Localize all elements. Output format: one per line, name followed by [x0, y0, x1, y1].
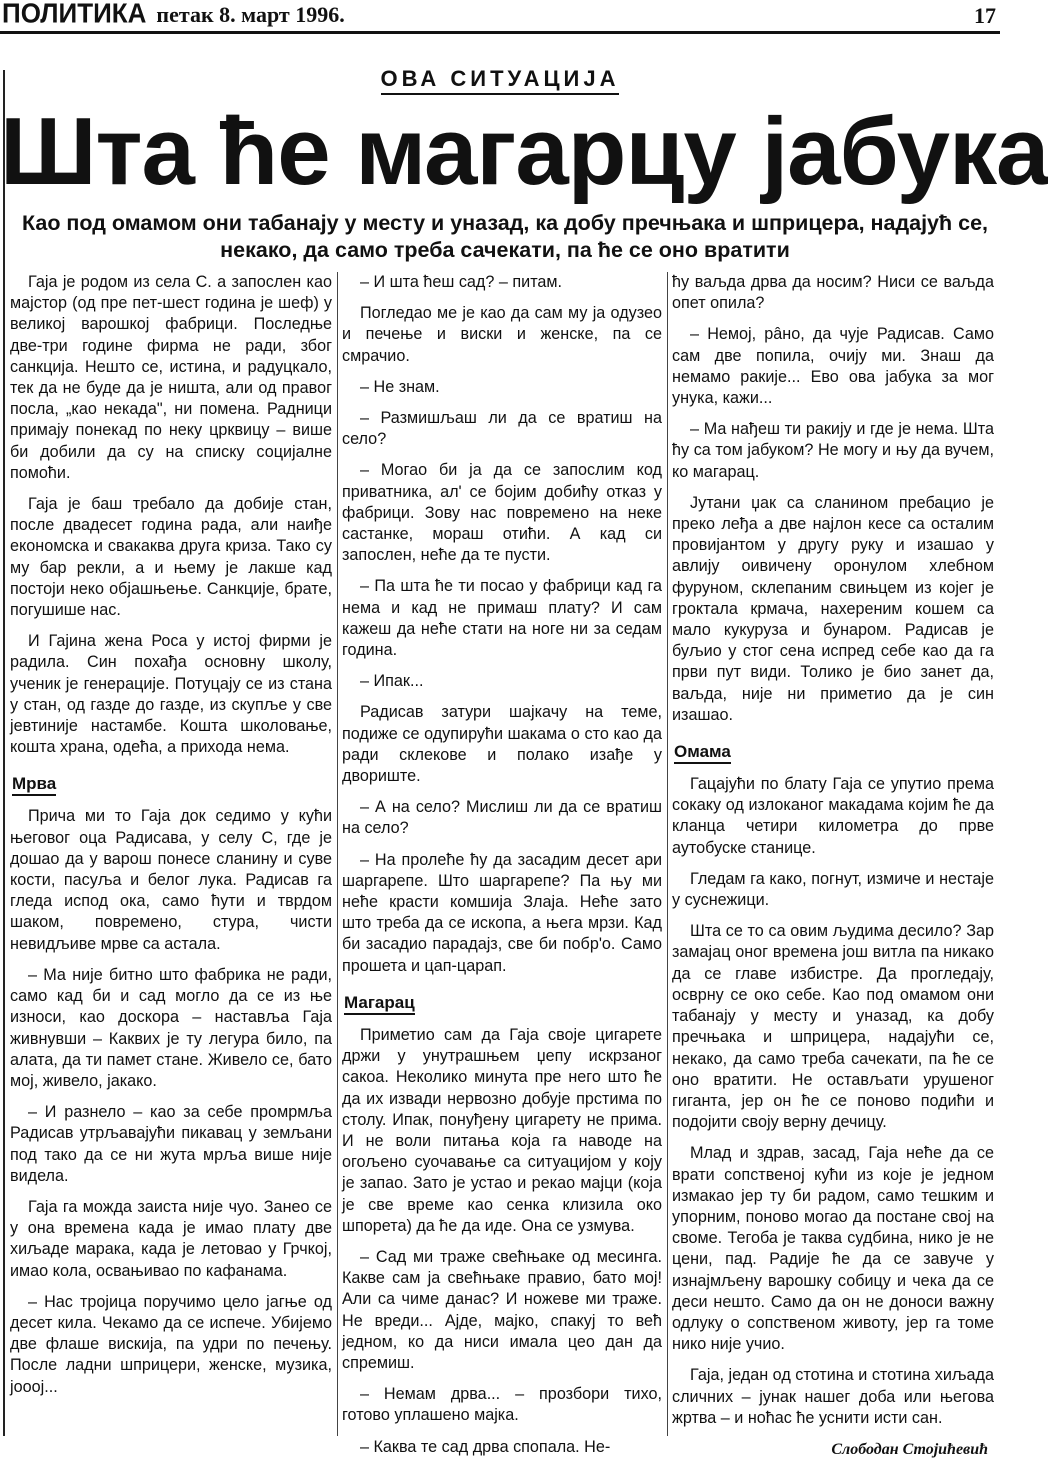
paragraph: Шта се то са овим људима десило? Зар замајац оног времена још витла па никако да се главе избистре. Да прогледају, осврну се око себе. Као под омамом они табанају у месту и уназад, ка добу пречњака и шприцера, надајући се, некако, да само треба сачекати, па ће се оно вратити. Не остављати урушеног гиганта, јер он ће се поново подићи и подојити своју верну дечицу.: [672, 922, 994, 1132]
paragraph: Гацајући по блату Гаја се упутио према сокаку од излоканог макадама којим ће да кланца четири километра до прве аутобуске станице.: [672, 775, 994, 857]
paragraph: – И разнело – као за себе промрмља Радисав утрљавајући пикавац у земљани под тако да се ни жута мрља више није видела.: [10, 1103, 332, 1185]
section-heading-mrva: Мрва: [12, 774, 56, 796]
paragraph: – Па шта ће ти посао у фабрици кад га нема и кад не примаш плату? И сам кажеш да неће стати на ноге ни за седам година.: [342, 577, 662, 660]
paragraph: – Не знам.: [360, 377, 440, 396]
paragraph: – Нас тројица поручимо цело јагње од десет кила. Чекамо да се испече. Убијемо две флаше вискија, па удри по печењу. После ладни шприцери, женске, музика, јоооj...: [10, 1292, 332, 1396]
page-number: 17: [974, 3, 996, 28]
column-2: [342, 272, 662, 1456]
paragraph: – Ипак...: [360, 672, 424, 691]
paragraph: Радисав затури шајкачу на теме, подиже се одупирући шакама о сто као да ради склекове и полако изађе у двориште.: [342, 703, 662, 786]
newspaper-name: ПОЛИТИКА: [2, 0, 147, 29]
paragraph: – Ма нађеш ти ракију и где је нема. Шта ћу са том јабуком? Не могу и њу да вучем, ко магарац.: [672, 420, 994, 481]
paragraph: Гаја је баш требало да добије стан, после двадесет година рада, али наиђе економска и свакаква друга криза. Тако су му бар рекли, а и њему је лакше кад постоји неко објашњење. Санкције, брате, погушише нас.: [10, 495, 332, 620]
article-body: [0, 272, 1000, 1458]
column-divider: [667, 272, 668, 1436]
paragraph: – Немој, рâно, да чује Радисав. Само сам две попила, очију ми. Знаш да немамо ракије... Ево ова јабука за мог унука, кажи...: [672, 325, 994, 408]
paragraph: – Размишљаш ли да се вратиш на село?: [342, 409, 662, 449]
article-headline: Шта ће магарцу јабука: [0, 98, 1048, 205]
paragraph: Гледам га како, погнут, измиче и нестаје у суснежици.: [672, 869, 994, 910]
paragraph: – Могао би ја да се запослим код приватника, ал' се бојим добићу отказ у фабрици. Зову нас повремено на неке састанке, мораш отићи. А кад си запослен, неће да те пусти.: [342, 461, 662, 565]
paragraph: – Ма није битно што фабрика не ради, само кад би и сад могло да се из ње износи, као доскора – наставља Гаја живнувши – Каквих је ту легура било, па алата, да ти памет стане. Живело се, бато мој, живело, јакако.: [10, 965, 332, 1090]
paragraph: – Немам дрва... – прозбори тихо, готово уплашено мајка.: [342, 1385, 662, 1425]
column-3: [672, 272, 994, 1458]
section-heading-omama: Омама: [674, 742, 731, 764]
kicker-text: ОВА СИТУАЦИЈА: [381, 66, 620, 95]
paragraph: Прича ми то Гаја док седимо у кући његовог оца Радисава, у селу С, где је дошао да у варош понесе сланину и суве кости, пасуља и белог лука. Радисав га гледа испод ока, само ћути и тврдом шаком, повремено, стура, чисти невидљиве мрве са астала.: [10, 807, 332, 953]
column-1: [10, 272, 332, 1436]
paragraph: – На пролеће ћу да засадим десет ари шаргарепе. Што шаргарепе? Па њу ми неће красти комшија Злаја. Неће зато што треба да се ископа, а њега мрзи. Кад би засадио парадајз, све би побр'о. Само прошета и цап-царап.: [342, 850, 662, 975]
paragraph: Јутани џак са сланином пребацио је преко леђа а две најлон кесе са осталим провијантом у другу руку и изашао у авлију оивичену оронулом хлебном фуруном, склепаним свињцем из којег је гроктала крмача, нахереним кошем са мало кукуруза и бунаром. Радисав је буљио у стог сена испред себе као да га први пут види. Толико је био занет да, ваљда, није ни приметио да је син изашао.: [672, 493, 994, 724]
paragraph: И Гајина жена Роса у истој фирми је радила. Син похађа основну школу, ученик је генерације. Потуцају се из стана у стан, од газде до газде, из скупље у све јевтиније настамбе. Кошта школовање, кошта храна, одећа, а прихода нема.: [10, 632, 332, 757]
page-header: [0, 0, 1000, 34]
paragraph: Погледао ме је као да сам му ја одузео и печење и виски и женске, па се смрачио.: [342, 304, 662, 365]
column-divider: [337, 272, 338, 1436]
masthead: [2, 0, 345, 29]
paragraph: – Сад ми траже свећњаке од месинга. Какве сам ја свећњаке правио, бато мој! Али са чиме данас? И ножеве ми траже. Не вреди... Ајде, мајко, спакуј то већ једном, ко да ниси имала цео дан да спремиш.: [342, 1247, 662, 1372]
issue-date: петак 8. март 1996.: [156, 2, 345, 27]
paragraph: Гаја га можда заиста није чуо. Занео се у она времена када је имао плату две хиљаде марака, када је летовао у Грчкој, имао кола, освањивао по кафанама.: [10, 1197, 332, 1280]
paragraph: – А на село? Мислиш ли да се вратиш на село?: [342, 798, 662, 838]
author-signature: Слободан Стојићевић: [831, 1440, 988, 1458]
paragraph: Млад и здрав, засад, Гаја неће да се врати сопственој кући из које је једном измакао јер ту би радом, само тешким и упорним, поново могао да постане свој на своме. Тегоба је таква судбина, нико је не цени, пад. Радије ће да се завуче у изнајмљену варошку собицу и чека да се деси нешто. Само да он не доноси важну одлуку о сопственом животу, јер га томе нико није учио.: [672, 1144, 994, 1354]
paragraph: – И шта ћеш сад? – питам.: [360, 273, 563, 291]
paragraph: Приметио сам да Гаја своје цигарете држи у унутрашњем џепу искрзаног сакоа. Неколико минута пре него што ће да их извади нервозно добује прстима по столу. Ипак, понуђену цигарету не прима. И не воли питања која га наводе на огољено суочавање са ситуацијом у коју је запао. Зато је устао и рекао мајци (која је све време као сенка клизила око шпорета) да ће да иде. Она се узмува.: [342, 1025, 662, 1235]
paragraph: Гаја је родом из села С. а запослен као мајстор (од пре пет-шест година је шеф) у великој варошкој фабрици. Последње две-три године фирма не ради, због санкција. Нешто се, истина, и радуцкало, тек да не буде да је ништа, али од правог посла, „као некада", ни помена. Радници примају понекад по неку црквицу – више би добили да су на списку социјалне помоћи.: [10, 273, 332, 482]
paragraph: – Каква те сад дрва спопала. Не-: [360, 1437, 611, 1456]
paragraph: ћу ваљда дрва да носим? Ниси се ваљда опет опила?: [672, 273, 994, 313]
article-kicker: [0, 66, 1000, 95]
paragraph: Гаја, један од стотина и стотина хиљада сличних – јунак нашег доба или његова жртва – и ноћас ће уснити исти сан.: [672, 1366, 994, 1427]
article-subhead: Као под омамом они табанају у месту и уназад, ка добу пречњака и шприцера, надајућ се, некако, да само треба сачекати, па ће се оно вратити: [21, 211, 989, 262]
section-heading-magarac: Магарац: [344, 993, 415, 1015]
